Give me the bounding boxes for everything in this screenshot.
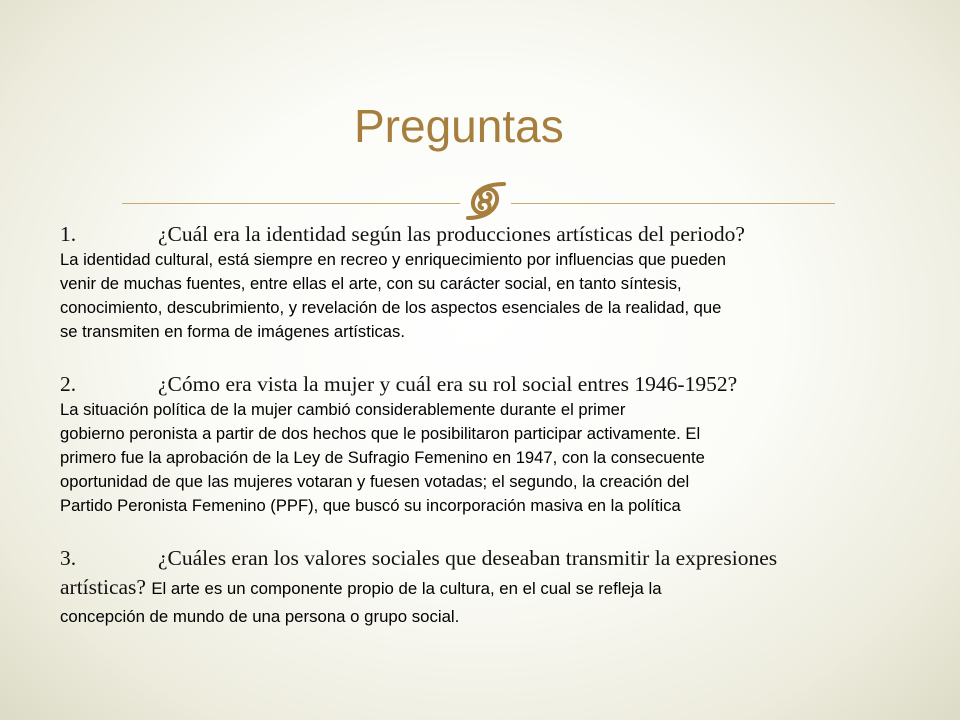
answer-line: gobierno peronista a partir de dos hechos que le posibilitaron participar activamente. El bbox=[60, 424, 701, 443]
question-number: 3. bbox=[60, 546, 77, 570]
question-3 bbox=[60, 544, 930, 573]
question-number: 2. bbox=[60, 372, 77, 396]
answer-line: La identidad cultural, está siempre en recreo y enriquecimiento por influencias que pueden bbox=[60, 250, 727, 269]
answer-line: oportunidad de que las mujeres votaran y fuesen votadas; el segundo, la creación del bbox=[60, 472, 690, 491]
question-block-2 bbox=[60, 370, 930, 518]
question-1 bbox=[60, 220, 930, 248]
answer-line: Partido Peronista Femenino (PPF), que buscó su incorporación masiva en la política bbox=[60, 496, 681, 515]
slide-title: Preguntas bbox=[354, 100, 564, 152]
title-rule-right bbox=[511, 203, 835, 204]
curl-ornament-icon bbox=[460, 178, 510, 224]
question-block-3 bbox=[60, 544, 930, 631]
question-number: 1. bbox=[60, 222, 77, 246]
question-2 bbox=[60, 370, 930, 398]
answer-line: venir de muchas fuentes, entre ellas el arte, con su carácter social, en tanto síntesis, bbox=[60, 274, 682, 293]
question-text: ¿Cómo era vista la mujer y cuál era su rol social entres 1946-1952? bbox=[158, 372, 738, 396]
question-text: ¿Cuáles eran los valores sociales que deseaban transmitir la expresiones bbox=[158, 546, 778, 570]
answer-line: conocimiento, descubrimiento, y revelación de los aspectos esenciales de la realidad, que bbox=[60, 298, 722, 317]
title-rule-left bbox=[122, 203, 460, 204]
question-text: ¿Cuál era la identidad según las producciones artísticas del periodo? bbox=[158, 222, 745, 246]
question-block-1 bbox=[60, 220, 930, 344]
answer-inline: El arte es un componente propio de la cultura, en el cual se refleja la bbox=[151, 579, 662, 598]
questions-content bbox=[60, 220, 930, 631]
answer-line: La situación política de la mujer cambió considerablemente durante el primer bbox=[60, 400, 626, 419]
answer-line: concepción de mundo de una persona o grupo social. bbox=[60, 607, 460, 626]
question-text-end: artísticas? bbox=[60, 575, 146, 599]
answer-line: primero fue la aprobación de la Ley de Sufragio Femenino en 1947, con la consecuente bbox=[60, 448, 705, 467]
answer-line: se transmiten en forma de imágenes artísticas. bbox=[60, 322, 405, 341]
question-3-continued bbox=[60, 573, 930, 603]
